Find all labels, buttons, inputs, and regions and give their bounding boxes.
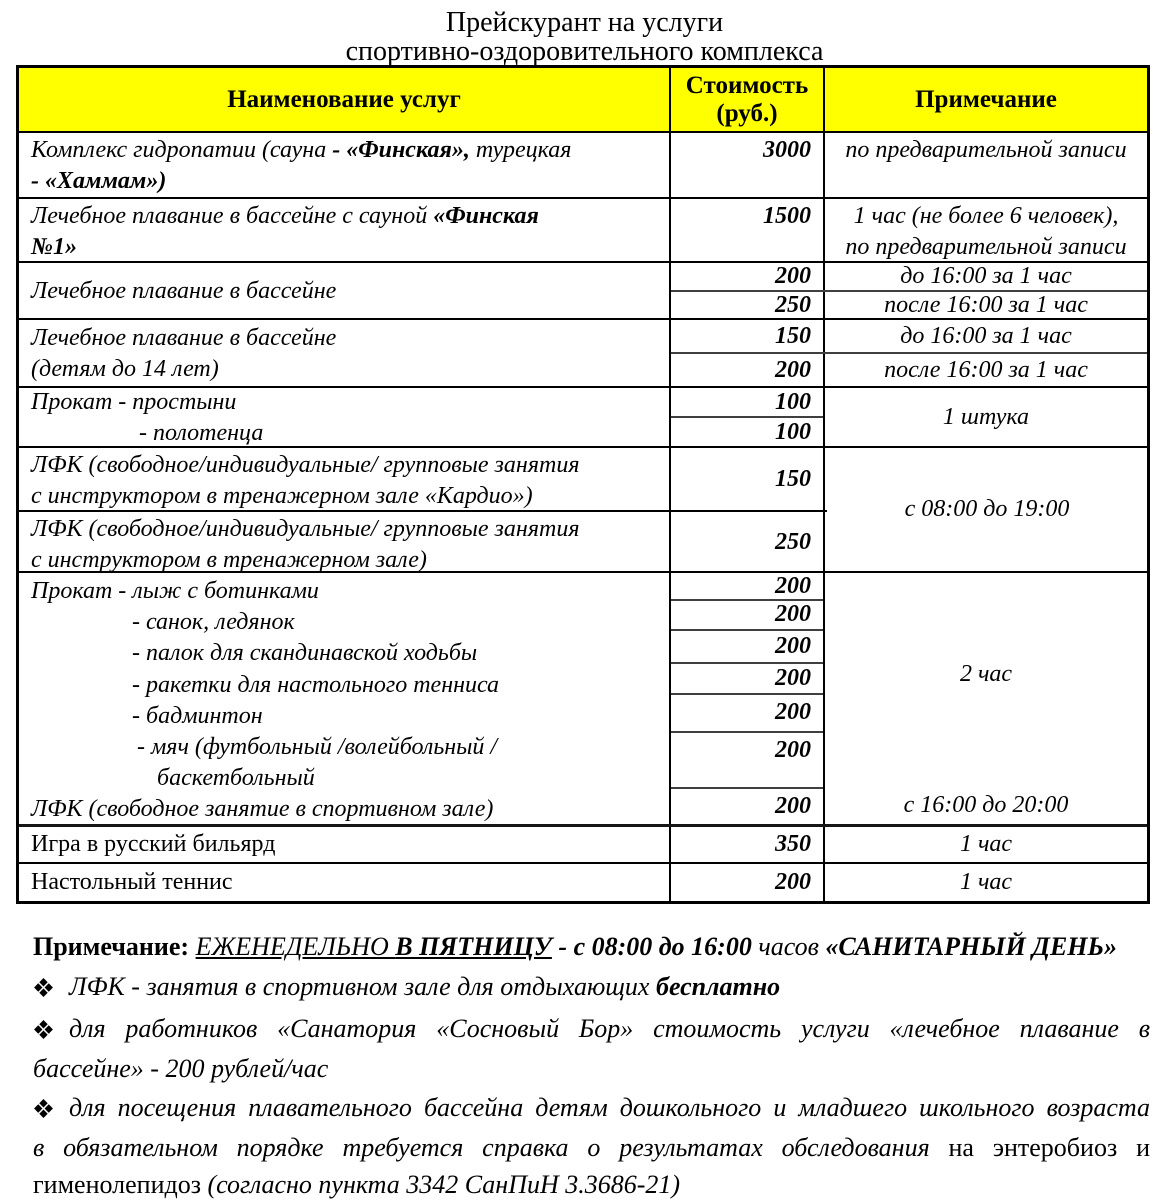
price-value: 250 bbox=[671, 292, 825, 319]
price-value: 200 bbox=[671, 787, 823, 824]
four-diamond-bullet-icon bbox=[33, 971, 54, 1008]
price-value: 200 bbox=[671, 263, 825, 290]
subrow bbox=[671, 263, 1147, 290]
winter-note-hours: с 16:00 до 20:00 bbox=[903, 792, 1069, 818]
note-bullet-kids-certificate: для посещения плавательного бассейна детям дошкольного и младшего школьного возраста в обязательном порядке требуется справка о результатах обследования на энтеробиоз и гименолепидоз (согласно пункта 3342 СанПиН 3.3686-21) bbox=[33, 1093, 1150, 1199]
winter-prices bbox=[671, 573, 825, 824]
table-row-lfk-group bbox=[19, 446, 1147, 571]
price-value: 1500 bbox=[671, 199, 825, 261]
table-header-row bbox=[19, 68, 1147, 131]
service-name: Настольный теннис bbox=[19, 864, 671, 901]
price-value: 100 bbox=[671, 416, 823, 446]
service-name: Прокат - простыни - полотенца bbox=[19, 388, 671, 446]
service-name: ЛФК (свободное/индивидуальные/ групповые занятия с инструктором в тренажерном зале) bbox=[19, 512, 671, 573]
service-name: Лечебное плавание в бассейне с сауной «Финская №1» bbox=[19, 199, 671, 261]
table-row-lfk-gym bbox=[19, 510, 827, 573]
price-value: 200 bbox=[775, 572, 811, 599]
note-sanitary-day: Примечание: ЕЖЕНЕДЕЛЬНО В ПЯТНИЦУ - с 08:00 до 16:00 часов «САНИТАРНЫЙ ДЕНЬ» bbox=[33, 932, 1117, 961]
service-name: Игра в русский бильярд bbox=[19, 827, 671, 862]
note-value: 1 час bbox=[959, 831, 1013, 857]
price-value: 200 bbox=[671, 693, 823, 731]
col-header-price bbox=[671, 68, 825, 131]
price-value: 250 bbox=[671, 512, 825, 573]
note-value: по предварительной записи bbox=[845, 137, 1127, 163]
note-bullet-lfk-free: ЛФК - занятия в спортивном зале для отдыхающих бесплатно bbox=[33, 968, 1150, 1008]
table-row-lfk-cardio bbox=[19, 448, 827, 510]
note-bullet-employees: для работников «Санатория «Сосновый Бор» стоимость услуги «лечебное плавание в бассейне» - 200 рублей/час bbox=[33, 1014, 1150, 1083]
note-value: 1 час bbox=[959, 869, 1013, 895]
service-name: Прокат - лыж с ботинками - санок, ледянок - палок для скандинавской ходьбы - ракетки для настольного тенниса - бадминтон - мяч (футбольный /волейбольный / баскетбольный ЛФК (свободное занятие в спортивном зале) bbox=[19, 573, 671, 824]
note-value bbox=[825, 573, 1147, 824]
note-value: с 08:00 до 19:00 bbox=[904, 496, 1070, 522]
note-value: до 16:00 за 1 час bbox=[900, 263, 1072, 289]
pool-kids-subrows bbox=[671, 320, 1147, 386]
note-value: после 16:00 за 1 час bbox=[884, 356, 1088, 383]
table-row-pool bbox=[19, 261, 1147, 318]
page-title bbox=[0, 8, 1169, 66]
service-name: ЛФК (свободное/индивидуальные/ групповые занятия с инструктором в тренажерном зале «Кардио») bbox=[19, 448, 671, 510]
price-value: 200 bbox=[671, 731, 823, 788]
table-row-hydropathy bbox=[19, 131, 1147, 197]
price-value: 200 bbox=[671, 629, 823, 663]
winter-note-duration: 2 час bbox=[959, 661, 1013, 687]
page-title-line2: спортивно-оздоровительного комплекса bbox=[345, 36, 824, 67]
table-row-pool-sauna bbox=[19, 197, 1147, 261]
note-value: до 16:00 за 1 час bbox=[900, 322, 1072, 349]
service-name: Лечебное плавание в бассейне (детям до 14 лет) bbox=[19, 320, 671, 386]
table-row-pool-kids bbox=[19, 318, 1147, 386]
table-row-table-tennis bbox=[19, 862, 1147, 901]
price-value: 200 bbox=[671, 864, 825, 901]
note-value: 1 час (не более 6 человек), по предварительной записи bbox=[845, 203, 1127, 260]
service-name: Лечебное плавание в бассейне bbox=[19, 263, 671, 318]
service-name: Комплекс гидропатии (сауна - «Финская», турецкая - «Хаммам») bbox=[19, 133, 671, 197]
subrow bbox=[671, 352, 1147, 386]
four-diamond-bullet-icon bbox=[33, 1092, 54, 1129]
table-row-winter-rental bbox=[19, 571, 1147, 824]
note-value: 1 штука bbox=[942, 403, 1030, 430]
table-row-linen-rental bbox=[19, 386, 1147, 446]
linen-prices bbox=[671, 388, 825, 446]
price-value: 350 bbox=[671, 827, 825, 862]
col-header-price-line2: (руб.) bbox=[716, 99, 778, 127]
page-title-line1: Прейскурант на услуги bbox=[445, 7, 724, 38]
col-header-price-line1: Стоимость bbox=[685, 71, 809, 99]
price-value: 100 bbox=[775, 388, 811, 415]
four-diamond-bullet-icon bbox=[33, 1013, 54, 1050]
price-value: 200 bbox=[671, 354, 825, 386]
table-row-billiards bbox=[19, 824, 1147, 862]
pool-subrows bbox=[671, 263, 1147, 318]
price-value: 150 bbox=[671, 320, 825, 352]
subrow bbox=[671, 290, 1147, 319]
price-value: 3000 bbox=[671, 133, 825, 197]
note-value: после 16:00 за 1 час bbox=[884, 292, 1088, 318]
price-table bbox=[16, 65, 1150, 904]
subrow bbox=[671, 320, 1147, 352]
footer-notes bbox=[33, 928, 1150, 1203]
col-header-service: Наименование услуг bbox=[19, 68, 671, 131]
col-header-note: Примечание bbox=[915, 85, 1057, 113]
price-value: 200 bbox=[671, 599, 823, 629]
price-value: 150 bbox=[671, 448, 825, 510]
price-value: 200 bbox=[671, 662, 823, 693]
lfk-subrows bbox=[19, 448, 827, 571]
